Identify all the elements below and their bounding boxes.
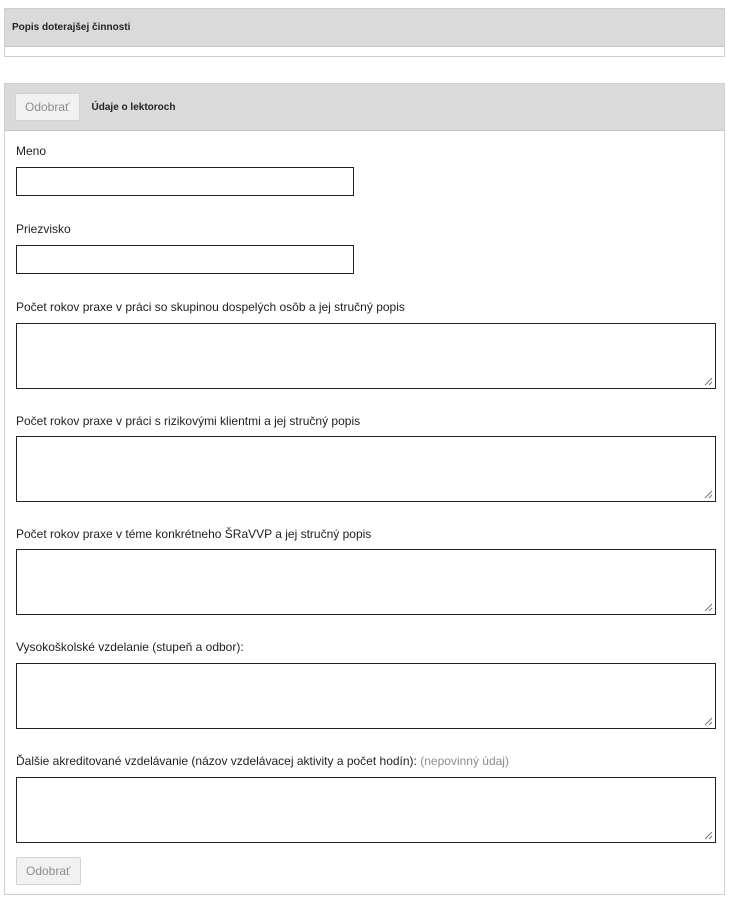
risk-practice-label: Počet rokov praxe v práci s rizikovými klientmi a jej stručný popis [16,414,361,428]
resize-grip-icon[interactable] [702,829,713,840]
university-label: Vysokoškolské vzdelanie (stupeň a odbor): [16,640,244,654]
resize-grip-icon[interactable] [702,488,713,499]
remove-button-bottom[interactable]: Odobrať [16,857,81,885]
activity-description-panel [4,8,725,57]
optional-note: (nepovinný údaj) [420,754,509,768]
resize-grip-icon[interactable] [702,601,713,612]
accredited-label [16,754,509,768]
resize-grip-icon[interactable] [702,715,713,726]
adult-practice-textarea[interactable] [16,323,716,389]
first-name-label: Meno [16,144,47,158]
activity-description-title: Popis doterajšej činnosti [12,22,131,33]
topic-practice-textarea[interactable] [16,549,716,615]
lecturer-panel-title: Údaje o lektoroch [91,101,176,113]
first-name-input[interactable] [16,167,354,196]
adult-practice-label: Počet rokov praxe v práci so skupinou dospelých osôb a jej stručný popis [16,300,405,314]
university-textarea[interactable] [16,663,716,729]
resize-grip-icon[interactable] [702,375,713,386]
lecturer-panel-header [5,84,724,131]
accredited-textarea[interactable] [16,777,716,843]
risk-practice-textarea[interactable] [16,436,716,502]
topic-practice-label: Počet rokov praxe v téme konkrétneho ŠRaVVP a jej stručný popis [16,527,372,541]
last-name-label: Priezvisko [16,222,71,236]
lecturer-panel [4,83,725,895]
remove-button[interactable]: Odobrať [15,93,80,121]
activity-description-header [5,9,724,47]
accredited-label-text: Ďalšie akreditované vzdelávanie (názov vzdelávacej aktivity a počet hodín): [16,754,417,768]
last-name-input[interactable] [16,245,354,274]
